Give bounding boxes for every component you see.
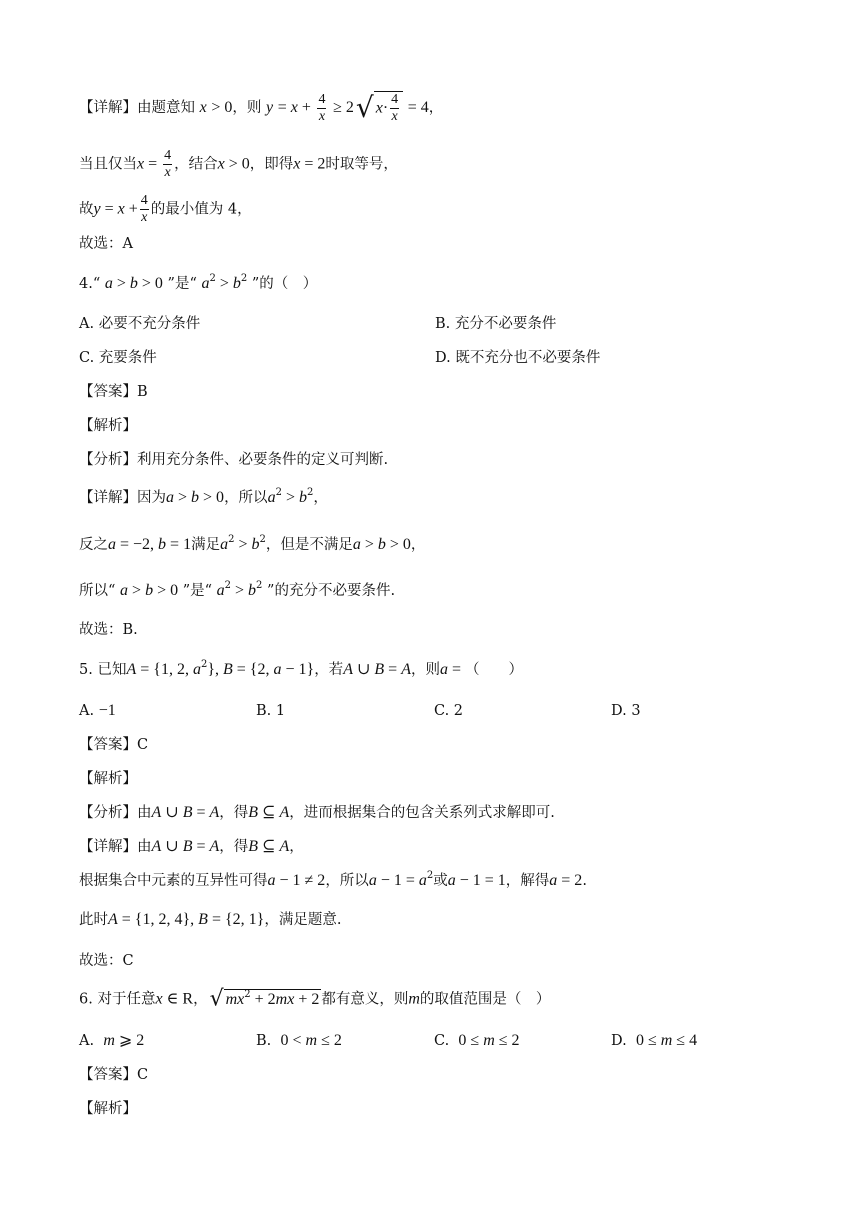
q4-option-d: D. 既不充分也不必要条件: [435, 350, 601, 366]
q5-choice: 故选：C: [79, 953, 134, 969]
answer-choice-line: 故选：A: [79, 236, 133, 252]
q5-detail-2: 根据集合中元素的互异性可得a − 1 ≠ 2，所以$a - 1 = a^2$或a − 1 = 1，解得a = 2.: [79, 870, 587, 889]
detail-line-3: 故y = x + $\frac{4}{x}$ 的最小值为 4，: [79, 193, 252, 225]
q4-option-b: B. 充分不必要条件: [435, 316, 557, 332]
q4-detail-2: 反之a = −2, b = 1满足$a^2 > b^2$，但是不满足a > b > 0，: [79, 534, 426, 553]
q5-option-a: A. −1: [79, 702, 116, 719]
q4-choice: 故选：B.: [79, 622, 138, 638]
q4-answer: 【答案】B: [79, 384, 148, 400]
q4-option-c: C. 充要条件: [79, 350, 157, 366]
q5-option-b: B. 1: [256, 703, 286, 719]
question-4-stem: 4.“ a > b > 0 ”是“ $a^2 > b^2$ ”的（ ）: [79, 273, 318, 292]
detail-line-1: 【详解】由题意知 x > 0，则 y = x + $\frac{4}{x}$ ≥ 2√ x· $\frac{4}{x}$ = 4，: [79, 91, 444, 124]
q4-fenxi: 【分析】利用充分条件、必要条件的定义可判断.: [79, 452, 389, 468]
q4-option-a: A. 必要不充分条件: [79, 316, 201, 332]
q4-detail-1: 【详解】因为a > b > 0，所以$a^2 > b^2$，: [79, 487, 328, 506]
q4-detail-3: 所以“ a > b > 0 ”是“ $a^2 > b^2$ ”的充分不必要条件.: [79, 580, 396, 599]
q6-answer: 【答案】C: [79, 1067, 149, 1083]
q6-option-b: B. 0 < m ≤ 2: [256, 1032, 342, 1049]
q5-detail-3: 此时A = {1, 2, 4}, B = {2, 1}，满足题意.: [79, 911, 342, 928]
q5-option-c: C. 2: [434, 703, 464, 719]
question-5-stem: 5. 已知A = {1, 2, $a^2$}, B = {2, a − 1}，若A ∪ B = A，则a = （ ）: [79, 659, 523, 678]
q6-option-a: A. m ⩾ 2: [79, 1032, 145, 1049]
detail-line-2: 当且仅当x = $\frac{4}{x}$ ，结合x > 0，即得x = 2时取等号，: [79, 148, 398, 180]
q5-answer: 【答案】C: [79, 737, 149, 753]
question-6-stem: 6. 对于任意x ∈ R，√ $mx^2 + 2mx + 2$ 都有意义，则m的取值范围是（ ）: [79, 986, 551, 1012]
q6-jiexi: 【解析】: [79, 1101, 137, 1117]
q5-jiexi: 【解析】: [79, 771, 137, 787]
q4-jiexi: 【解析】: [79, 418, 137, 434]
q6-option-c: C. 0 ≤ m ≤ 2: [434, 1032, 520, 1049]
q5-detail-1: 【详解】由A ∪ B = A，得B ⊆ A，: [79, 838, 304, 855]
q5-option-d: D. 3: [611, 703, 641, 719]
q6-option-d: D. 0 ≤ m ≤ 4: [611, 1032, 698, 1049]
q5-fenxi: 【分析】由A ∪ B = A，得B ⊆ A，进而根据集合的包含关系列式求解即可.: [79, 804, 555, 821]
